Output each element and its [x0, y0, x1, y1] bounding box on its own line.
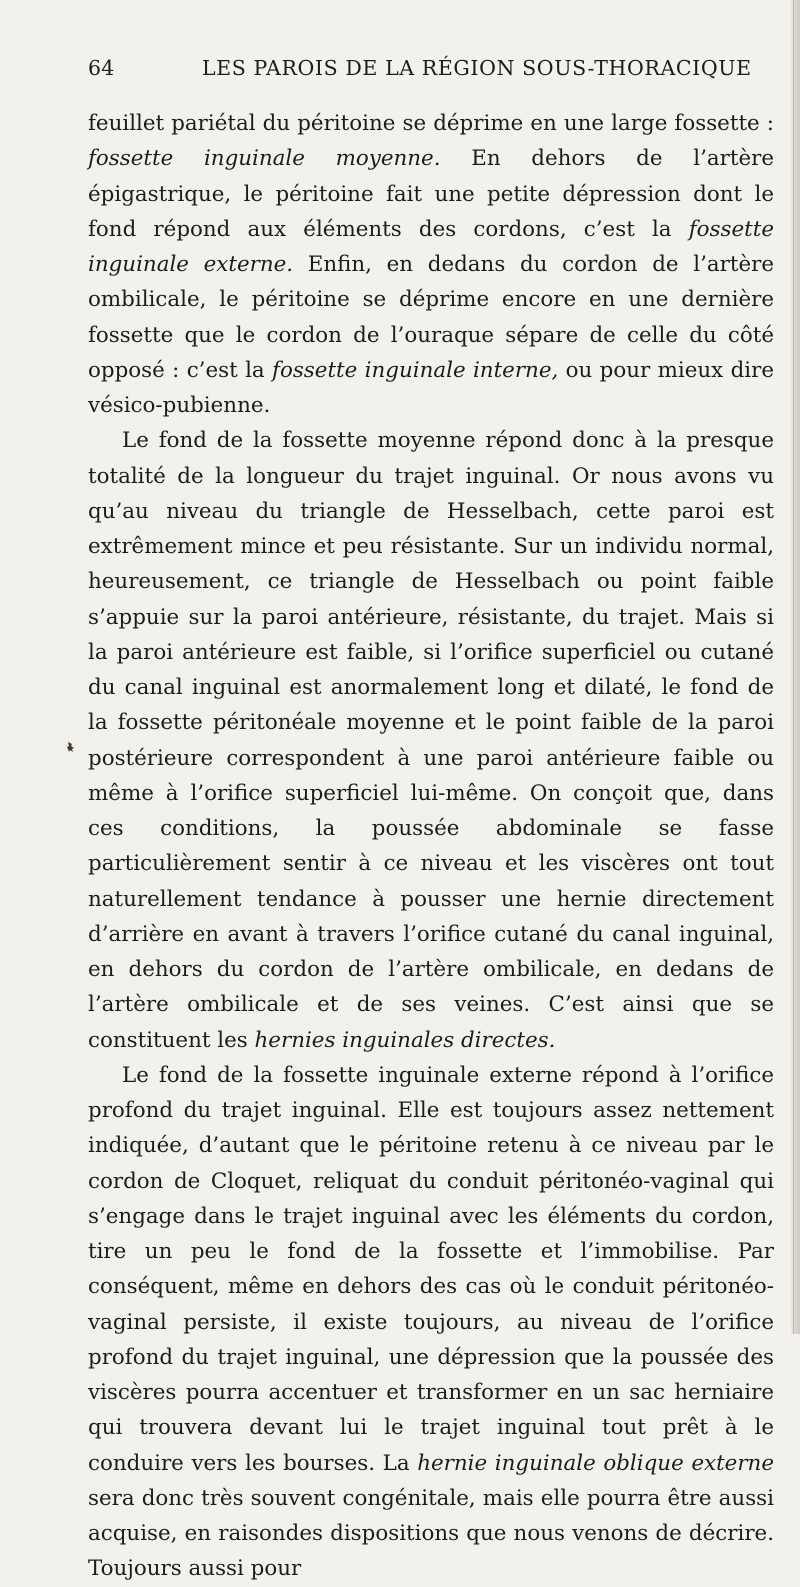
margin-mark-icon [66, 741, 76, 753]
italic-term: fossette inguinale interne, [272, 357, 559, 383]
text-run: En dehors de l’artère épigastrique, le péritoine fait une petite dépression dont le fond répond aux éléments des cordons, c’est la [88, 146, 774, 242]
paragraph-1 [88, 106, 774, 423]
text-run: Enfin, en dedans du cordon de l’artère ombilicale, le péritoine se déprime encore en une dernière fossette que le cordon de l’ouraque sépare de celle du côté opposé : c’est la [88, 252, 774, 383]
italic-term: hernie inguinale oblique externe [417, 1450, 774, 1476]
text-run: feuillet pariétal du péritoine se déprime en une large fossette : [88, 111, 774, 136]
paragraph-2 [88, 423, 774, 1058]
text-run: sera donc très souvent congénitale, mais elle pourra être aussi acquise, en raisondes dispositions que nous venons de décrire. Toujours aussi pour [88, 1485, 774, 1582]
paragraph-3 [88, 1058, 774, 1587]
text-run: Le fond de la fossette inguinale externe répond à l’orifice profond du trajet inguinal. Elle est toujours assez nettement indiquée, d’autant que le péritoine retenu à ce niveau par le cordon de Cloquet, reliquat du conduit péritonéo-vaginal qui s’engage dans le trajet inguinal avec les éléments du cordon, tire un peu le fond de la fossette et l’immobilise. Par conséquent, même en dehors des cas où le conduit péritonéo-vaginal persiste, il existe toujours, au niveau de l’orifice profond du trajet inguinal, une dépression que la poussée des viscères pourra accentuer et transformer en un sac herniaire qui trouvera devant lui le trajet inguinal tout prêt à le conduire vers les bourses. La [88, 1062, 774, 1476]
text-run: Le fond de la fossette moyenne répond donc à la presque totalité de la longueur du trajet inguinal. Or nous avons vu qu’au niveau du triangle de Hesselbach, cette paroi est extrêmement mince et peu résistante. Sur un individu normal, heureusement, ce triangle de Hesselbach ou point faible s’appuie sur la paroi antérieure, résistante, du trajet. Mais si la paroi antérieure est faible, si l’orifice superficiel ou cutané du canal inguinal est anormalement long et dilaté, le fond de la fossette péritonéale moyenne et le point faible de la paroi postérieure correspondent à une paroi antérieure faible ou même à l’orifice superficiel lui-même. On conçoit que, dans ces conditions, la poussée abdominale se fasse particulièrement sentir à ce niveau et les viscères ont tout naturellement tendance à pousser une hernie directement d’arrière en avant à travers l’orifice cutané du canal inguinal, en dehors du cordon de l’artère ombilicale, en dedans de l’artère ombilicale et de ses veines. C’est ainsi que se constituent les [88, 428, 774, 1053]
text-run: ou pour mieux dire vésico-pubienne. [88, 357, 774, 418]
page-number: 64 [88, 56, 115, 80]
body-text [88, 106, 774, 1587]
running-title: LES PAROIS DE LA RÉGION SOUS-THORACIQUE [202, 56, 752, 80]
running-head [88, 56, 788, 84]
italic-term: fossette inguinale externe. [88, 216, 774, 277]
italic-term: hernies inguinales directes. [254, 1027, 556, 1053]
italic-term: fossette inguinale moyenne. [88, 146, 441, 172]
page-edge [791, 0, 800, 1334]
